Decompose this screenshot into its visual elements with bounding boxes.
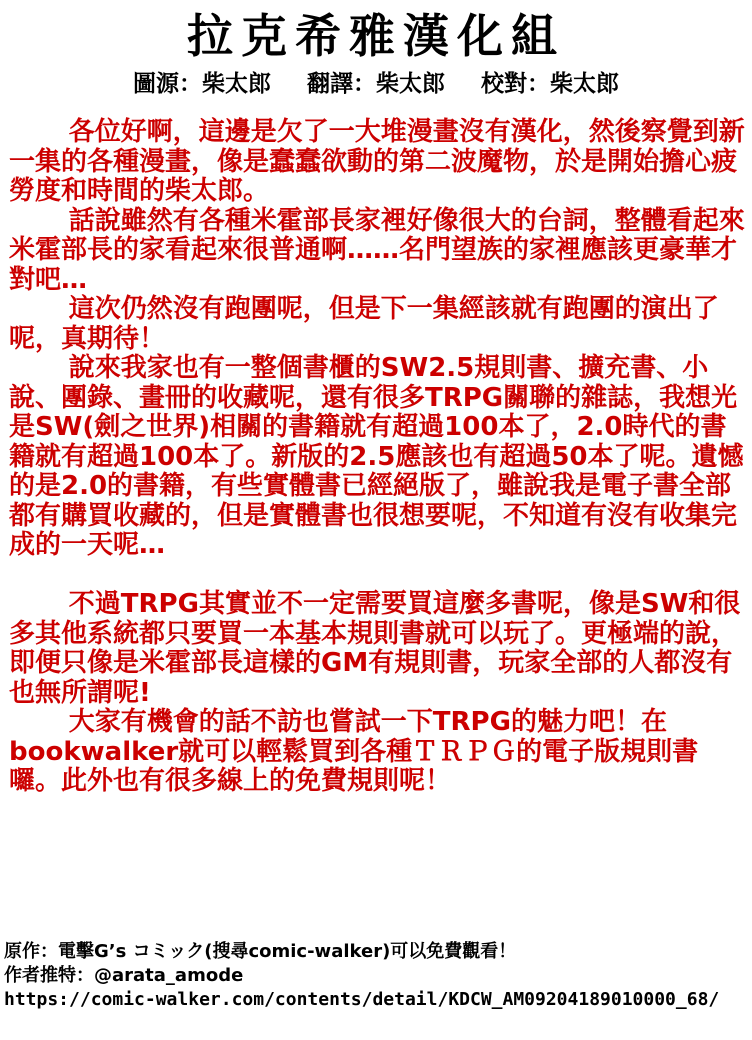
note-paragraph: 大家有機會的話不訪也嘗試一下TRPG的魅力吧！在bookwalker就可以輕鬆買到各種ＴＲＰＧ的電子版規則書囉。此外也有很多線上的免費規則呢！ — [9, 707, 699, 796]
credit-translation: 翻譯：柴太郎 — [307, 71, 445, 97]
note-paragraph: 不過TRPG其實並不一定需要買這麼多書呢，像是SW和很多其他系統都只要買一本基本規則書就可以玩了。更極端的說，即便只像是米霍部長這樣的GM有規則書，玩家全部的人都沒有也無所謂呢! — [9, 589, 741, 708]
credit-image-source: 圖源：柴太郎 — [132, 71, 271, 97]
note-paragraph: 話說雖然有各種米霍部長家裡好像很大的台詞，整體看起來米霍部長的家看起來很普通啊……名門望族的家裡應該更豪華才對吧… — [9, 205, 745, 295]
note-paragraph: 說來我家也有一整個書櫃的SW2.5規則書、擴充書、小說、團錄、畫冊的收藏呢，還有很多TRPG關聯的雜誌，我想光是SW(劍之世界)相關的書籍就有超過100本了，2.0時代的書籍就有超過100本了。新版的2.5應該也有超過50本了呢。遺憾的是2.0的書籍，有些實體書已經絕版了，雖說我是電子書全部都有購買收藏的，但是實體書也很想要呢，不知道有沒有收集完成的一天呢… — [9, 353, 744, 560]
footer — [4, 940, 748, 1012]
credits-line — [0, 68, 752, 100]
note-paragraph: 這次仍然沒有跑團呢，但是下一集經該就有跑團的演出了呢，真期待！ — [9, 294, 719, 354]
credit-proofreading: 校對：柴太郎 — [481, 71, 620, 97]
author-twitter: 作者推特：@arata_amode — [4, 965, 244, 986]
translator-note — [9, 118, 745, 797]
source-url: https://comic-walker.com/contents/detail/KDCW_AM09204189010000_68/ — [4, 989, 720, 1010]
source-note: 原作：電擊G’s コミック(搜尋comic-walker)可以免費觀看！ — [4, 941, 517, 962]
page-title: 拉克希雅漢化組 — [187, 9, 565, 63]
note-paragraph: 各位好啊，這邊是欠了一大堆漫畫沒有漢化，然後察覺到新一集的各種漫畫，像是蠢蠢欲動的第二波魔物，於是開始擔心疲勞度和時間的柴太郎。 — [9, 117, 745, 206]
